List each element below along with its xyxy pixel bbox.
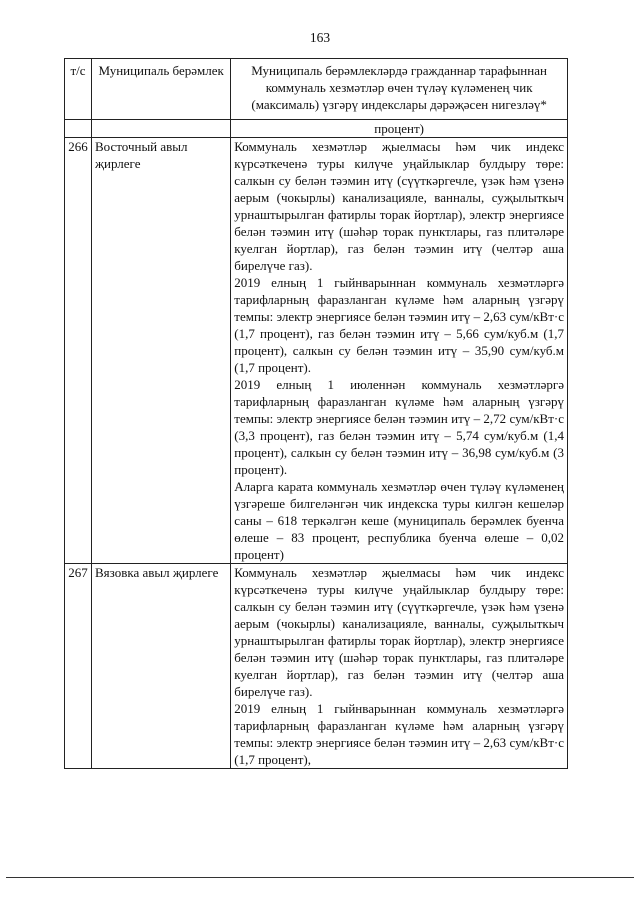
continuation-row xyxy=(65,120,568,138)
page-number: 163 xyxy=(309,30,331,45)
indicator-table xyxy=(64,58,568,769)
row-justification xyxy=(231,564,568,769)
table-header-row xyxy=(65,59,568,120)
paragraph: Аларга карата коммуналь хезмәтләр өчен түләү күләменең үзгәреше билгеләнгән чик индекска туры килгән кешеләр саны – 618 теркәлгән кеше (муниципаль берәмлек буенча өлеше – 83 процент, республика буенча өлеше – 0,02 процент) xyxy=(234,479,564,562)
header-justification: Муниципаль берәмлекләрдә гражданнар тарафыннан коммуналь хезмәтләр өчен түләү күләменең чик (максималь) үзгәрү индекслары дәрәҗәсен нигезләү* xyxy=(231,59,568,120)
paragraph: Коммуналь хезмәтләр җыелмасы һәм чик индекс күрсәткеченә туры килүче уңайлыклар булдыру төре: салкын су белән тәэмин итү (сүүткәргечле, үзәк һәм үзенә аерым (чокырлы) канализацияле, ванналы, суҗылыткыч урнаштырылган фатирлы торак йортлар), электр энергиясе белән тәэмин итү (шәһәр торак пунктлары, газ плитәләре куелган йортлар), газ белән тәэмин итү (челтәр аша бирелүче газ). xyxy=(234,139,564,273)
row-municipality: Восточный авыл җирлеге xyxy=(92,138,231,564)
paragraph: Коммуналь хезмәтләр җыелмасы һәм чик индекс күрсәткеченә туры килүче уңайлыклар булдыру төре: салкын су белән тәэмин итү (сүүткәргечле, үзәк һәм үзенә аерым (чокырлы) канализацияле, ванналы, суҗылыткыч урнаштырылган фатирлы торак йортлар), электр энергиясе белән тәэмин итү (шәһәр торак пунктлары, газ плитәләре куелган йортлар), газ белән тәэмин итү (челтәр аша бирелүче газ). xyxy=(234,565,564,699)
paragraph: 2019 елның 1 гыйнварыннан коммуналь хезмәтләргә тарифларның фаразланган күләме һәм аларның үзгәрү темпы: электр энергиясе белән тәэмин итү – 2,63 сум/кВт·с (1,7 процент), xyxy=(234,701,564,767)
page-bottom-rule xyxy=(6,877,634,878)
row-number: 267 xyxy=(65,564,92,769)
table-row xyxy=(65,138,568,564)
row-municipality: Вязовка авыл җирлеге xyxy=(92,564,231,769)
header-number: т/с xyxy=(65,59,92,120)
continuation-text: процент) xyxy=(231,120,568,138)
row-number: 266 xyxy=(65,138,92,564)
header-municipality: Муниципаль берәмлек xyxy=(92,59,231,120)
table-row xyxy=(65,564,568,769)
paragraph: 2019 елның 1 гыйнварыннан коммуналь хезмәтләргә тарифларның фаразланган күләме һәм аларның үзгәрү темпы: электр энергиясе белән тәэмин итү – 2,63 сум/кВт·с (1,7 процент), газ белән тәэмин итү – 5,66 сум/куб.м (1,7 процент), салкын су белән тәэмин итү – 35,90 сум/куб.м (1,7 процент). xyxy=(234,275,564,375)
paragraph: 2019 елның 1 июленнән коммуналь хезмәтләргә тарифларның фаразланган күләме һәм аларның үзгәрү темпы: электр энергиясе белән тәэмин итү – 2,72 сум/кВт·с (3,3 процент), газ белән тәэмин итү – 5,74 сум/куб.м (1,4 процент), салкын су белән тәэмин итү – 36,98 сум/куб.м (3 процент). xyxy=(234,377,564,477)
row-justification xyxy=(231,138,568,564)
